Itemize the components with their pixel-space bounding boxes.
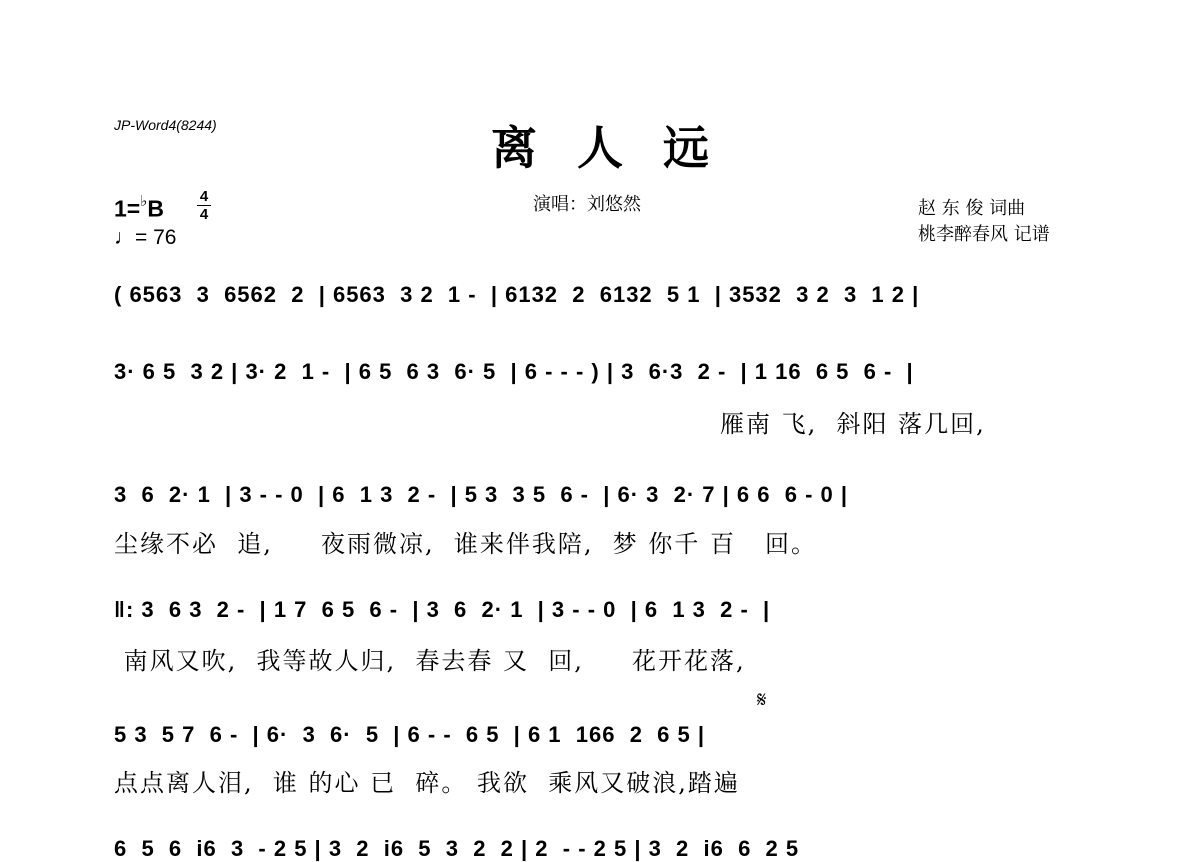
key-prefix: 1=: [114, 195, 141, 222]
segno-icon: 𝄋: [757, 688, 767, 713]
staff-row-4: ‖: 3 6 3 2 - | 1 7 6 5 6 - | 3 6 2· 1 | 3 - - 0 | 6 1 3 2 - |: [114, 597, 771, 622]
lyrics-row-2: 雁南 飞, 斜阳 落几回,: [720, 410, 986, 438]
song-title: 离人远: [491, 121, 749, 175]
staff-row-2: 3· 6 5 3 2 | 3· 2 1 - | 6 5 6 3 6· 5 | 6 - - - ) | 3 6·3 2 - | 1 16 6 5 6 - |: [114, 359, 914, 384]
staff-row-1: ( 6563 3 6562 2 | 6563 3 2 1 - | 6132 2 6132 5 1 | 3532 3 2 3 1 2 |: [114, 282, 920, 307]
time-signature-top: 4: [199, 188, 209, 205]
tempo-marking: ♩= 76: [114, 226, 177, 249]
time-signature-bottom: 4: [199, 206, 209, 223]
lyrics-row-5: 点点离人泪, 谁 的心 已 碎。 我欲 乘风又破浪,踏遍: [114, 769, 740, 797]
watermark: JP-Word4(8244): [114, 117, 217, 133]
flat-icon: ♭: [140, 193, 148, 210]
singer-credit: 演唱：刘悠然: [533, 194, 641, 215]
staff-row-6: 6 5 6 i6 3 - 2 5 | 3 2 i6 5 3 2 2 | 2 - - 2 5 | 3 2 i6 6 2 5: [114, 836, 800, 861]
staff-row-5: 5 3 5 7 6 - | 6· 3 6· 5 | 6 - - 6 5 | 6 1 166 2 6 5 |: [114, 722, 706, 747]
lyrics-row-4: 南风又吹, 我等故人归, 春去春 又 回, 花开花落,: [114, 647, 746, 675]
lyrics-row-3: 尘缘不必 追, 夜雨微凉, 谁来伴我陪, 梦 你千 百 回。: [114, 530, 817, 558]
staff-row-3: 3 6 2· 1 | 3 - - 0 | 6 1 3 2 - | 5 3 3 5 6 - | 6· 3 2· 7 | 6 6 6 - 0 |: [114, 482, 849, 507]
key-signature: [114, 194, 164, 223]
transcriber-credit: 桃李醉春风 记谱: [918, 224, 1050, 245]
key-note: B: [147, 195, 164, 222]
lyricist-composer-credit: 赵 东 俊 词曲: [918, 198, 1026, 219]
time-signature: [196, 189, 212, 222]
